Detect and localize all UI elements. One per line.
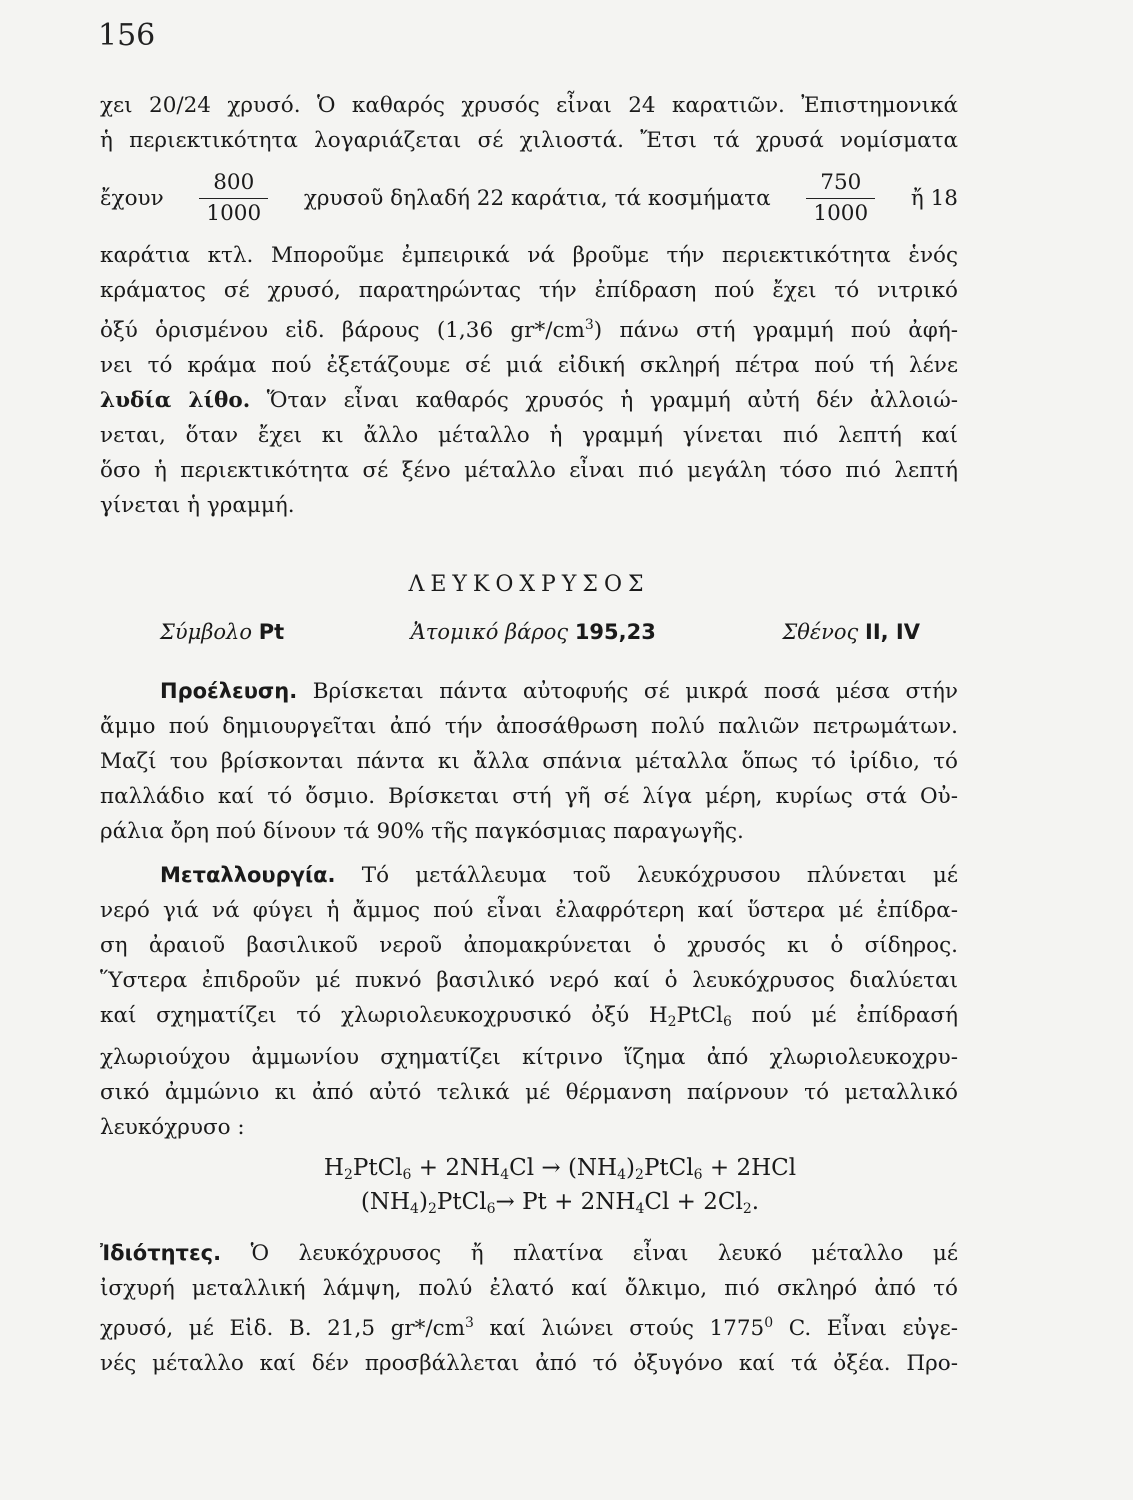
text-line: νεται, ὅταν ἔχει κι ἄλλο μέταλλο ἡ γραμμή γίνεται πιό λεπτή καί — [100, 423, 958, 448]
text-line: παλλάδιο καί τό ὄσμιο. Βρίσκεται στή γῆ σέ λίγα μέρη, κυρίως στά Οὐ- — [100, 784, 958, 809]
text-line: ἡ περιεκτικότητα λογαριάζεται σέ χιλιοστά. Ἔτσι τά χρυσά νομίσματα — [100, 128, 958, 153]
subscript: 6 — [693, 1167, 703, 1183]
eq-term: H — [323, 1155, 344, 1181]
text-fragment: καί λιώνει στούς 1775 — [473, 1316, 765, 1341]
text-line — [100, 383, 958, 418]
subscript: 6 — [486, 1201, 496, 1217]
paragraph-metallurgy — [100, 858, 958, 1145]
text-line: ἄμμο πού δημιουργεῖται ἀπό τήν ἀποσάθρωση πολύ παλιῶν πετρωμάτων. — [100, 714, 958, 739]
symbol-label: Σύμβολο — [160, 620, 252, 644]
symbol-value: Pt — [258, 620, 285, 644]
text-fragment: χρυσό, μέ Εἰδ. Β. 21,5 gr*/cm — [100, 1316, 466, 1341]
eq-term: + 2HCl — [702, 1155, 797, 1181]
subscript: 6 — [402, 1167, 412, 1183]
text-line: Ὕστερα ἐπιδροῦν μέ πυκνό βασιλικό νερό καί ὁ λευκόχρυσος διαλύεται — [100, 968, 958, 993]
text-line: χλωριούχου ἀμμωνίου σχηματίζει κίτρινο ἵζημα ἀπό χλωριολευκοχρυ- — [100, 1045, 958, 1070]
fraction-750-1000 — [806, 168, 875, 229]
text-fragment: πού μέ ἐπίδρασή — [731, 1003, 958, 1028]
text-fragment: καί σχηματίζει τό χλωριολευκοχρυσικό ὀξύ H — [100, 1003, 668, 1028]
text-line: Μαζί του βρίσκονται πάντα κι ἄλλα σπάνια μέταλλα ὅπως τό ἰρίδιο, τό — [100, 749, 958, 774]
section-title: ΛΕΥΚΟΧΡΥΣΟΣ — [408, 572, 650, 597]
text-line — [100, 1306, 958, 1346]
subscript: 2 — [742, 1201, 752, 1217]
subscript: 4 — [617, 1167, 627, 1183]
text-fragment: ἔχουν — [100, 185, 164, 211]
text-fragment: Ὅταν εἶναι καθαρός χρυσός ἡ γραμμή αὐτή δέν ἀλλοιώ- — [250, 388, 958, 413]
eq-term: ) — [626, 1155, 636, 1181]
eq-term: → Pt + 2NH — [495, 1189, 636, 1215]
superscript: 0 — [764, 1315, 774, 1331]
eq-term: PtCl — [352, 1155, 403, 1181]
text-line — [100, 674, 958, 709]
fraction-800-1000 — [199, 168, 268, 229]
origin-heading: Προέλευση. — [160, 679, 298, 703]
text-fragment: Τό μετάλλευμα τοῦ λευκόχρυσου πλύνεται μέ — [335, 863, 958, 888]
text-fragment: ) πάνω στή γραμμή πού ἀφή- — [593, 318, 958, 343]
subscript: 2 — [667, 1014, 677, 1030]
page-number: 156 — [98, 18, 156, 53]
text-line: ράλια ὄρη πού δίνουν τά 90% τῆς παγκόσμιας παραγωγῆς. — [100, 819, 744, 844]
text-line: σικό ἀμμώνιο κι ἀπό αὐτό τελικά μέ θέρμανση παίρνουν τό μεταλλικό — [100, 1080, 958, 1105]
text-line: ὅσο ἡ περιεκτικότητα σέ ξένο μέταλλο εἶναι πιό μεγάλη τόσο πιό λεπτή — [100, 458, 958, 483]
fraction-line — [100, 158, 958, 238]
atomic-weight-value: 195,23 — [574, 620, 656, 644]
paragraph-properties — [100, 1236, 958, 1381]
eq-term: ) — [418, 1189, 428, 1215]
text-fragment: χρυσοῦ δηλαδή 22 καράτια, τά κοσμήματα — [303, 185, 771, 211]
fraction-numerator: 800 — [199, 168, 268, 199]
metallurgy-heading: Μεταλλουργία. — [160, 863, 336, 887]
paragraph-gold-purity — [100, 88, 958, 523]
text-fragment: ὀξύ ὁρισμένου εἰδ. βάρους (1,36 gr*/cm — [100, 318, 585, 343]
equation-2 — [240, 1186, 880, 1225]
eq-term: PtCl — [643, 1155, 694, 1181]
atomic-weight-info — [411, 620, 656, 644]
text-line: λευκόχρυσο : — [100, 1115, 245, 1140]
text-line: ἰσχυρή μεταλλική λάμψη, πολύ ἐλατό καί ὄλκιμο, πιό σκληρό ἀπό τό — [100, 1276, 958, 1301]
eq-term: Cl → (NH — [509, 1155, 618, 1181]
eq-term: + 2NH — [411, 1155, 501, 1181]
subscript: 2 — [427, 1201, 437, 1217]
text-fragment: Βρίσκεται πάντα αὐτοφυής σέ μικρά ποσά μέσα στήν — [297, 679, 958, 704]
text-line: καράτια κτλ. Μποροῦμε ἐμπειρικά νά βροῦμε τήν περιεκτικότητα ἑνός — [100, 243, 958, 268]
subscript: 6 — [722, 1014, 732, 1030]
eq-term: Cl + 2Cl — [644, 1189, 743, 1215]
fraction-denominator: 1000 — [813, 200, 869, 226]
text-line — [100, 858, 958, 893]
atomic-weight-label: Ἀτομικό βάρος — [410, 620, 569, 644]
text-line — [100, 998, 958, 1040]
properties-heading: Ἰδιότητες. — [100, 1241, 222, 1265]
fraction-denominator: 1000 — [206, 200, 262, 226]
text-line: νερό γιά νά φύγει ἡ ἄμμος πού εἶναι ἐλαφρότερη καί ὕστερα μέ ἐπίδρα- — [100, 898, 958, 923]
paragraph-origin — [100, 674, 958, 849]
valence-label: Σθένος — [782, 620, 859, 644]
text-line — [100, 308, 958, 348]
symbol-info — [160, 620, 284, 644]
eq-term: . — [751, 1189, 760, 1215]
text-line: νει τό κράμα πού ἐξετάζουμε σέ μιά εἰδική σκληρή πέτρα πού τή λένε — [100, 353, 958, 378]
superscript: 3 — [465, 1315, 474, 1331]
text-line: νές μέταλλο καί δέν προσβάλλεται ἀπό τό ὀξυγόνο καί τά ὀξέα. Προ- — [100, 1351, 958, 1376]
subscript: 2 — [343, 1167, 353, 1183]
superscript: 3 — [584, 317, 594, 333]
text-fragment: PtCl — [676, 1003, 723, 1028]
subscript: 4 — [635, 1201, 645, 1217]
text-fragment: ἤ 18 — [910, 185, 958, 211]
eq-term: (NH — [360, 1189, 411, 1215]
element-info-row — [160, 620, 920, 644]
subscript: 4 — [410, 1201, 419, 1217]
term-lydia-stone: λυδία λίθο. — [100, 388, 251, 413]
text-line: ση ἀραιοῦ βασιλικοῦ νεροῦ ἀπομακρύνεται ὁ χρυσός κι ὁ σίδηρος. — [100, 933, 958, 958]
valence-value: II, IV — [865, 620, 920, 644]
valence-info — [782, 620, 920, 644]
text-line: γίνεται ἡ γραμμή. — [100, 493, 295, 518]
subscript: 2 — [635, 1167, 644, 1183]
eq-term: PtCl — [436, 1189, 487, 1215]
text-line — [100, 1236, 958, 1271]
fraction-numerator: 750 — [806, 168, 875, 199]
text-line: χει 20/24 χρυσό. Ὁ καθαρός χρυσός εἶναι 24 καρατιῶν. Ἐπιστημονικά — [100, 93, 958, 118]
text-fragment: Ὁ λευκόχρυσος ἤ πλατίνα εἶναι λευκό μέταλλο μέ — [221, 1241, 958, 1266]
subscript: 4 — [500, 1167, 510, 1183]
text-line: κράματος σέ χρυσό, παρατηρώντας τήν ἐπίδραση πού ἔχει τό νιτρικό — [100, 278, 958, 303]
text-fragment: C. Εἶναι εὐγε- — [773, 1316, 958, 1341]
